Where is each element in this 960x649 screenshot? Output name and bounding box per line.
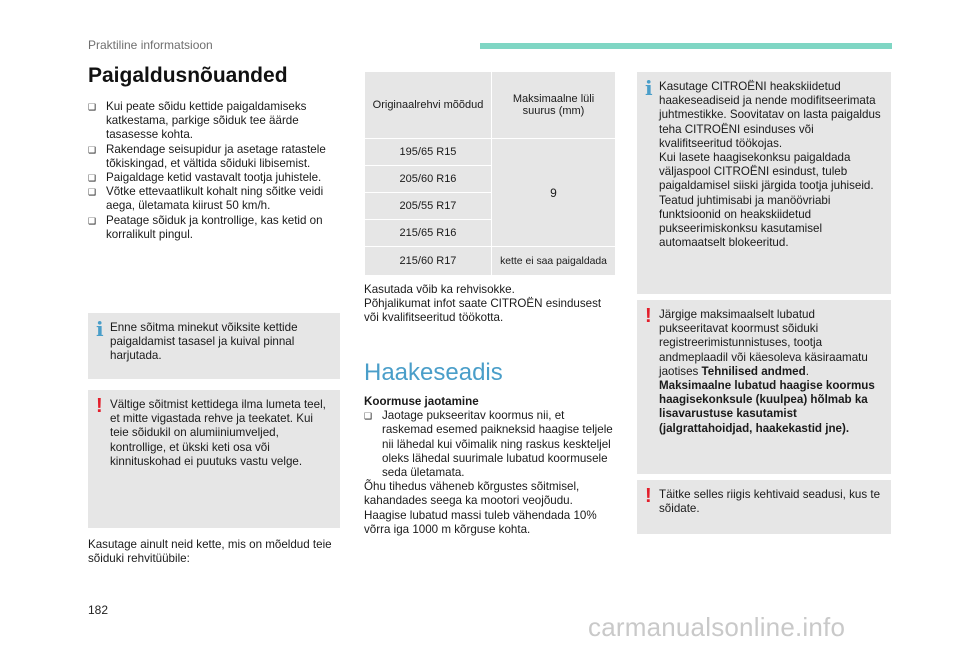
info-icon: i [645,76,653,100]
table-cell-max-link-value: 9 [492,139,616,247]
info-note-citroen-towbar [637,72,891,294]
table-header-max-link: Maksimaalne lüli suurus (mm) [492,72,616,139]
chains-footer-text: Kasutage ainult neid kette, mis on mõeldud teie sõiduki rehvitüübile: [88,538,332,566]
watermark: carmanualsonline.info [588,612,846,642]
table-cell-not-installable: kette ei saa paigaldada [492,247,616,276]
bullet-square-icon: ❑ [88,173,97,184]
tire-chain-table [364,71,616,276]
warning-note-max-load [637,300,891,474]
warning-bold-text: Maksimaalne lubatud haagise koormus haagisekonksule (kuulpea) hõlmab ka lisavarustuse kasutamist (jalgrattahoidjad, haakekastid jne). [659,379,875,435]
snow-socks-text: Kasutada võib ka rehvisokke. Põhjalikumat infot saate CITROËN esindusest või kvalifitseeritud töökotta. [364,283,602,325]
list-item: ❑ Kui peate sõidu kettide paigaldamiseks katkestama, parkige sõiduk tee äärde tasasesse kohta. [88,100,307,142]
heading-installation-tips: Paigaldusnõuanded [88,64,288,87]
table-header-original-tire: Originaalrehvi mõõdud [365,72,492,139]
bullet-square-icon: ❑ [88,215,97,226]
info-note-text: Kasutage CITROËNI heakskiidetud haakeseadiseid ja nende modifitseerimata juhtmestikke. Soovitatav on lasta paigaldus teha CITROËNI esinduses või kvalifitseeritud töökojas. Kui lasete haagisekonksu paigaldada väljaspool CITROËNI esindust, tuleb paigaldamisel siiski järgida tootja juhiseid. Teatud juhtimisabi ja manöövriabi funktsioonid on heakskiidetud pukseerimiskonksu kasutamisel automaatselt blokeeritud. [659,80,881,250]
table-cell-size: 205/60 R16 [365,166,492,193]
bullet-square-icon: ❑ [88,187,97,198]
warning-exclamation-icon: ! [645,305,652,327]
warning-exclamation-icon: ! [96,395,103,417]
bullet-square-icon: ❑ [364,411,373,422]
section-title: Praktiline informatsioon [88,38,213,52]
page-number: 182 [88,603,109,617]
header-accent-bar [480,43,892,49]
bullet-square-icon: ❑ [88,144,97,155]
info-note-practice [88,313,340,379]
installation-bullets [88,100,338,242]
table-cell-size: 215/65 R16 [365,220,492,247]
bullet-square-icon: ❑ [88,102,97,112]
altitude-paragraph: Õhu tihedus väheneb kõrgustes sõitmisel, kahandades seega ka mootori veojõudu. Haagise lubatud massi tuleb vähendada 10% võrra iga 1000 m kõrguse kohta. [364,480,597,536]
reference-technical-data: Tehnilised andmed [701,364,806,378]
subheading-load-distribution: Koormuse jaotamine [364,395,479,408]
table-cell-size: 205/55 R17 [365,193,492,220]
warning-exclamation-icon: ! [645,485,652,507]
list-item: ❑ Jaotage pukseeritav koormus nii, et raskemad esemed paikneksid haagise teljele nii lähedal kui võimalik ning raskus keskteljel oleks lähedal suurimale lubatud koormusele seda ületamata. [364,409,613,480]
list-item: ❑ Rakendage seisupidur ja asetage ratastele tõkiskingad, et vältida sõiduki libisemist. [88,142,326,170]
warning-note-no-snow [88,390,340,528]
warning-note-local-laws [637,480,891,534]
info-icon: i [96,317,104,341]
warning-note-text: Täitke selles riigis kehtivaid seadusi, kus te sõidate. [659,488,881,516]
list-item: ❑ Paigaldage ketid vastavalt tootja juhistele. [88,171,322,185]
table-cell-size: 195/65 R15 [365,139,492,166]
info-note-text: Enne sõitma minekut võiksite kettide paigaldamist tasasel ja kuival pinnal harjutada. [110,321,298,363]
list-item: ❑ Võtke ettevaatlikult kohalt ning sõitke veidi aega, ületamata kiirust 50 km/h. [88,185,324,213]
heading-towbar: Haakeseadis [364,359,503,386]
towbar-section [364,395,616,537]
warning-note-text: Järgige maksimaalselt lubatud pukseeritavat koormust sõiduki registreerimistunnistuses, tootja andmeplaadil või käesoleva käsiraamatu jaotises Tehnilised andmed. Maksimaalne lubatud haagise koormus haagisekonksule (kuulpea) hõlmab ka lisavarustuse kasutamist (jalgrattahoidjad, haakekastid jne). [659,308,875,435]
warning-note-text: Vältige sõitmist kettidega ilma lumeta teel, et mitte vigastada rehve ja teekatet. Kui teie sõidukil on alumiiniumveljed, kontrollige, et ükski keti osa või kinnituskohad ei puutuks vastu velge. [110,398,326,468]
table-cell-size: 215/60 R17 [365,247,492,276]
list-item: ❑ Peatage sõiduk ja kontrollige, kas ketid on korralikult pingul. [88,213,323,241]
